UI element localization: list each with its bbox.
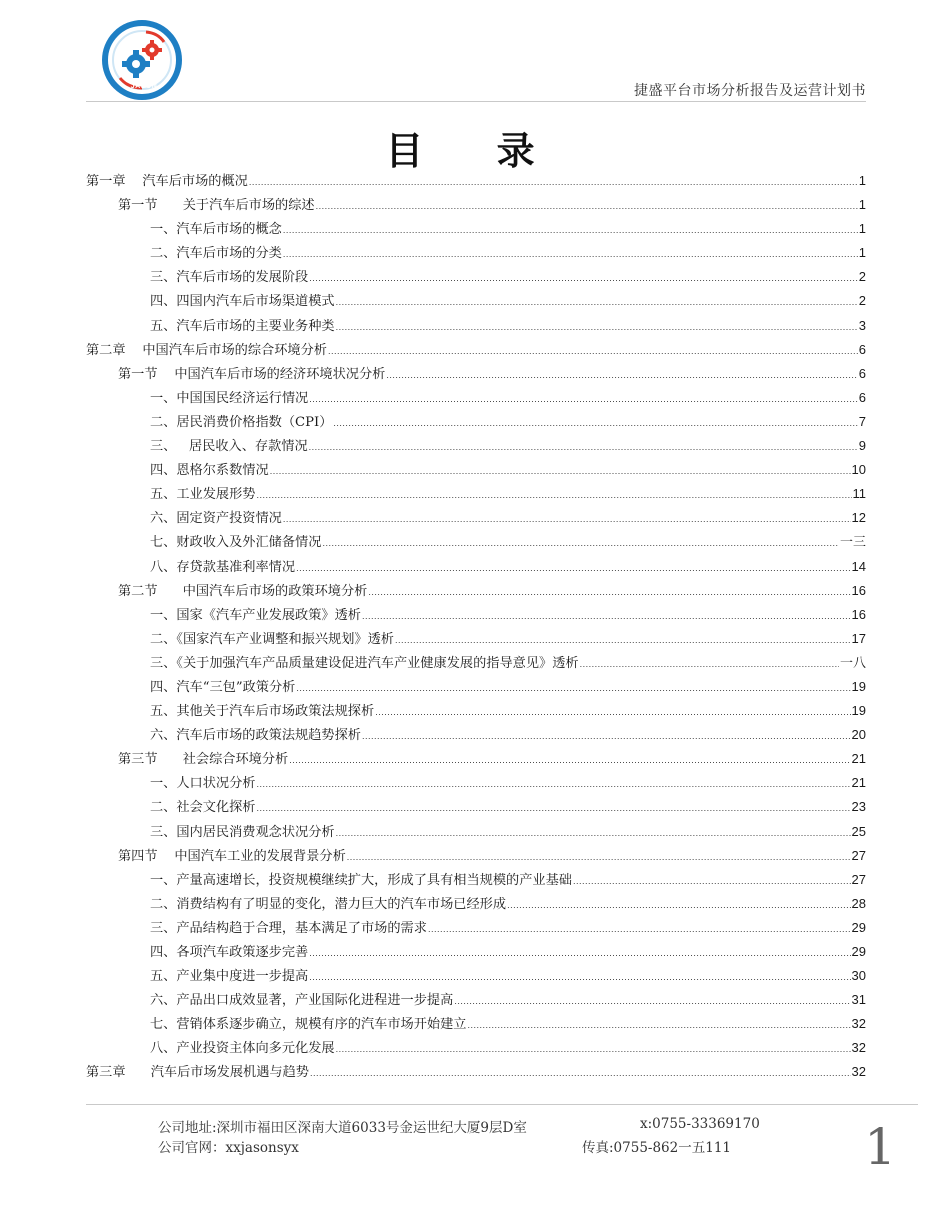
- toc-entry-page: 1: [858, 221, 866, 237]
- toc-dot-leader: [270, 459, 851, 483]
- toc-item-entry[interactable]: [86, 675, 866, 699]
- toc-dot-leader: [362, 604, 851, 628]
- toc-entry-page: 6: [858, 341, 866, 357]
- toc-entry-text: 一、国家《汽车产业发展政策》透析: [150, 607, 361, 623]
- toc-section-entry[interactable]: [86, 193, 866, 217]
- toc-dot-leader: [386, 363, 857, 387]
- toc-section-entry[interactable]: [86, 362, 866, 386]
- toc-entry-page: 2: [858, 293, 866, 309]
- toc-item-entry[interactable]: [86, 603, 866, 627]
- toc-entry-text: 第三章 汽车后市场发展机遇与趋势: [86, 1065, 309, 1081]
- toc-entry-text: 三、 居民收入、存款情况: [150, 439, 308, 455]
- toc-entry-text: 三、汽车后市场的发展阶段: [150, 270, 309, 286]
- toc-section-entry[interactable]: [86, 844, 866, 868]
- footer-divider: [86, 1104, 918, 1105]
- toc-entry-page: 1: [858, 197, 866, 213]
- toc-dot-leader: [309, 387, 858, 411]
- gear-logo-icon: [98, 16, 190, 106]
- toc-entry-page: 30: [851, 968, 866, 984]
- toc-dot-leader: [454, 989, 850, 1013]
- toc-entry-page: 31: [851, 992, 866, 1008]
- toc-item-entry[interactable]: [86, 723, 866, 747]
- toc-dot-leader: [468, 1013, 851, 1037]
- page-number: 1: [864, 1118, 896, 1176]
- toc-entry-text: 六、汽车后市场的政策法规趋势探析: [150, 728, 361, 744]
- toc-dot-leader: [316, 194, 858, 218]
- toc-entry-page: 21: [851, 775, 866, 791]
- toc-item-entry[interactable]: [86, 771, 866, 795]
- toc-dot-leader: [257, 483, 852, 507]
- toc-dot-leader: [296, 556, 850, 580]
- toc-entry-page: 28: [851, 895, 866, 911]
- toc-dot-leader: [309, 266, 858, 290]
- toc-entry-page: 17: [851, 630, 866, 646]
- toc-entry-text: 五、产业集中度进一步提高: [150, 969, 309, 985]
- toc-dot-leader: [309, 965, 850, 989]
- logo-text: JASON: [130, 83, 158, 90]
- toc-dot-leader: [362, 724, 851, 748]
- toc-entry-text: 第四节 中国汽车工业的发展背景分析: [118, 848, 346, 864]
- toc-entry-page: 29: [851, 944, 866, 959]
- toc-entry-text: 四、汽车“三包”政策分析: [150, 679, 296, 695]
- toc-dot-leader: [328, 339, 858, 363]
- document-header-title: 捷盛平台市场分析报告及运营计划书: [634, 83, 866, 99]
- toc-dot-leader: [309, 941, 850, 965]
- company-logo: [98, 16, 190, 106]
- toc-entry-text: 六、固定资产投资情况: [150, 511, 282, 527]
- toc-dot-leader: [336, 1037, 851, 1061]
- toc-item-entry[interactable]: [86, 988, 866, 1012]
- toc-item-entry[interactable]: [86, 506, 866, 530]
- toc-item-entry[interactable]: [86, 651, 866, 675]
- toc-item-entry[interactable]: [86, 386, 866, 410]
- toc-item-entry[interactable]: [86, 916, 866, 940]
- toc-dot-leader: [310, 1061, 851, 1085]
- toc-entry-page: 21: [851, 751, 866, 767]
- toc-entry-page: 16: [851, 606, 866, 622]
- toc-dot-leader: [336, 315, 858, 339]
- toc-dot-leader: [507, 893, 850, 917]
- toc-entry-text: 五、其他关于汽车后市场政策法规探析: [150, 704, 375, 720]
- toc-entry-text: 七、财政收入及外汇储备情况: [150, 535, 322, 551]
- toc-entry-page: 32: [851, 1016, 866, 1032]
- toc-entry-page: 一三: [839, 534, 866, 550]
- toc-dot-leader: [283, 242, 858, 266]
- toc-entry-page: 1: [858, 245, 866, 261]
- toc-dot-leader: [375, 700, 850, 724]
- toc-item-entry[interactable]: [86, 940, 866, 964]
- company-address: 公司地址:深圳市福田区深南大道6033号金运世纪大厦9层D室: [158, 1120, 527, 1136]
- toc-dot-leader: [322, 531, 839, 555]
- toc-item-entry[interactable]: [86, 265, 866, 289]
- toc-dot-leader: [283, 218, 858, 242]
- toc-dot-leader: [257, 772, 851, 796]
- toc-entry-page: 6: [858, 365, 866, 381]
- toc-item-entry[interactable]: [86, 555, 866, 579]
- toc-entry-page: 11: [852, 486, 866, 502]
- toc-entry-text: 七、营销体系逐步确立，规模有序的汽车市场开始建立: [150, 1017, 467, 1033]
- toc-entry-page: 16: [851, 582, 866, 598]
- toc-entry-page: 23: [851, 799, 866, 815]
- toc-entry-text: 第一节 关于汽车后市场的综述: [118, 198, 315, 214]
- toc-entry-text: 八、存贷款基准利率情况: [150, 559, 296, 575]
- toc-entry-page: 7: [858, 413, 866, 429]
- toc-entry-text: 第一节 中国汽车后市场的经济环境状况分析: [118, 366, 386, 382]
- toc-dot-leader: [309, 435, 858, 459]
- toc-item-entry[interactable]: [86, 699, 866, 723]
- toc-item-entry[interactable]: [86, 892, 866, 916]
- toc-entry-page: 32: [851, 1064, 866, 1080]
- header-divider: [86, 101, 866, 102]
- toc-dot-leader: [573, 869, 851, 893]
- toc-item-entry[interactable]: [86, 289, 866, 313]
- toc-entry-page: 10: [851, 462, 866, 478]
- toc-entry-text: 一、汽车后市场的概念: [150, 222, 282, 238]
- toc-entry-text: 二、汽车后市场的分类: [150, 246, 282, 262]
- toc-entry-text: 一、产量高速增长，投资规模继续扩大，形成了具有相当规模的产业基础: [150, 872, 572, 888]
- toc-entry-page: 25: [851, 823, 866, 839]
- table-of-contents: [86, 169, 866, 1085]
- toc-dot-leader: [257, 796, 851, 820]
- toc-entry-text: 第二章 中国汽车后市场的综合环境分析: [86, 342, 327, 358]
- toc-entry-text: 第二节 中国汽车后市场的政策环境分析: [118, 583, 368, 599]
- toc-item-entry[interactable]: [86, 434, 866, 458]
- toc-dot-leader: [368, 580, 850, 604]
- toc-entry-text: 第三节 社会综合环境分析: [118, 752, 289, 768]
- toc-entry-text: 四、四国内汽车后市场渠道模式: [150, 294, 335, 310]
- toc-entry-text: 三、产品结构趋于合理，基本满足了市场的需求: [150, 920, 427, 936]
- toc-chapter-entry[interactable]: [86, 1060, 866, 1084]
- toc-item-entry[interactable]: [86, 410, 866, 434]
- toc-dot-leader: [395, 628, 851, 652]
- toc-item-entry[interactable]: [86, 241, 866, 265]
- toc-section-entry[interactable]: [86, 579, 866, 603]
- toc-entry-page: 3: [858, 317, 866, 333]
- toc-dot-leader: [289, 748, 850, 772]
- toc-entry-text: 五、汽车后市场的主要业务种类: [150, 318, 335, 334]
- toc-entry-page: 32: [851, 1040, 866, 1056]
- toc-entry-page: 12: [851, 510, 866, 526]
- toc-dot-leader: [580, 652, 839, 676]
- toc-section-entry[interactable]: [86, 747, 866, 771]
- toc-entry-text: 六、产品出口成效显著，产业国际化进程进一步提高: [150, 993, 454, 1009]
- toc-entry-page: 2: [858, 269, 866, 285]
- toc-dot-leader: [283, 507, 851, 531]
- toc-entry-text: 三、《关于加强汽车产品质量建设促进汽车产业健康发展的指导意见》透析: [150, 655, 579, 671]
- toc-entry-page: 27: [851, 847, 866, 863]
- toc-item-entry[interactable]: [86, 314, 866, 338]
- toc-entry-page: 6: [858, 389, 866, 405]
- toc-dot-leader: [347, 845, 851, 869]
- company-fax: 传真:0755-862一五111: [582, 1140, 732, 1156]
- toc-item-entry[interactable]: [86, 868, 866, 892]
- toc-item-entry[interactable]: [86, 627, 866, 651]
- toc-item-entry[interactable]: [86, 458, 866, 482]
- toc-entry-text: 四、各项汽车政策逐步完善: [150, 945, 309, 960]
- toc-entry-text: 四、恩格尔系数情况: [150, 463, 269, 479]
- toc-entry-page: 29: [851, 919, 866, 935]
- toc-chapter-entry[interactable]: [86, 338, 866, 362]
- toc-entry-page: 20: [851, 727, 866, 743]
- toc-entry-page: 19: [851, 703, 866, 719]
- toc-item-entry[interactable]: [86, 795, 866, 819]
- toc-item-entry[interactable]: [86, 217, 866, 241]
- toc-item-entry[interactable]: [86, 964, 866, 988]
- toc-entry-text: 五、工业发展形势: [150, 487, 256, 503]
- toc-entry-page: 9: [858, 438, 866, 454]
- toc-entry-text: 一、人口状况分析: [150, 776, 256, 792]
- company-phone: x:0755-33369170: [640, 1116, 760, 1132]
- toc-dot-leader: [336, 821, 851, 845]
- toc-entry-page: 19: [851, 678, 866, 694]
- toc-dot-leader: [296, 676, 850, 700]
- toc-entry-text: 一、中国国民经济运行情况: [150, 390, 309, 406]
- toc-dot-leader: [333, 411, 857, 435]
- toc-item-entry[interactable]: [86, 1036, 866, 1060]
- toc-dot-leader: [428, 917, 851, 941]
- toc-item-entry[interactable]: [86, 482, 866, 506]
- toc-entry-page: 14: [851, 558, 866, 574]
- toc-item-entry[interactable]: [86, 820, 866, 844]
- toc-dot-leader: [336, 290, 858, 314]
- toc-chapter-entry[interactable]: [86, 169, 866, 193]
- toc-entry-text: 第一章 汽车后市场的概况: [86, 174, 248, 189]
- company-website: 公司官网：xxjasonsyx: [158, 1140, 299, 1156]
- toc-entry-text: 三、国内居民消费观念状况分析: [150, 824, 335, 840]
- toc-entry-text: 二、社会文化探析: [150, 800, 256, 816]
- toc-entry-page: 1: [858, 173, 866, 188]
- toc-dot-leader: [249, 170, 858, 194]
- toc-item-entry[interactable]: [86, 1012, 866, 1036]
- toc-entry-text: 二、消费结构有了明显的变化，潜力巨大的汽车市场已经形成: [150, 896, 507, 912]
- toc-title: 目 录: [385, 129, 565, 173]
- toc-entry-text: 二、《国家汽车产业调整和振兴规划》透析: [150, 631, 394, 647]
- toc-item-entry[interactable]: [86, 530, 866, 554]
- toc-entry-page: 一八: [839, 654, 866, 670]
- toc-entry-text: 二、居民消费价格指数（CPI）: [150, 414, 333, 430]
- toc-entry-text: 八、产业投资主体向多元化发展: [150, 1041, 335, 1057]
- toc-entry-page: 27: [851, 871, 866, 887]
